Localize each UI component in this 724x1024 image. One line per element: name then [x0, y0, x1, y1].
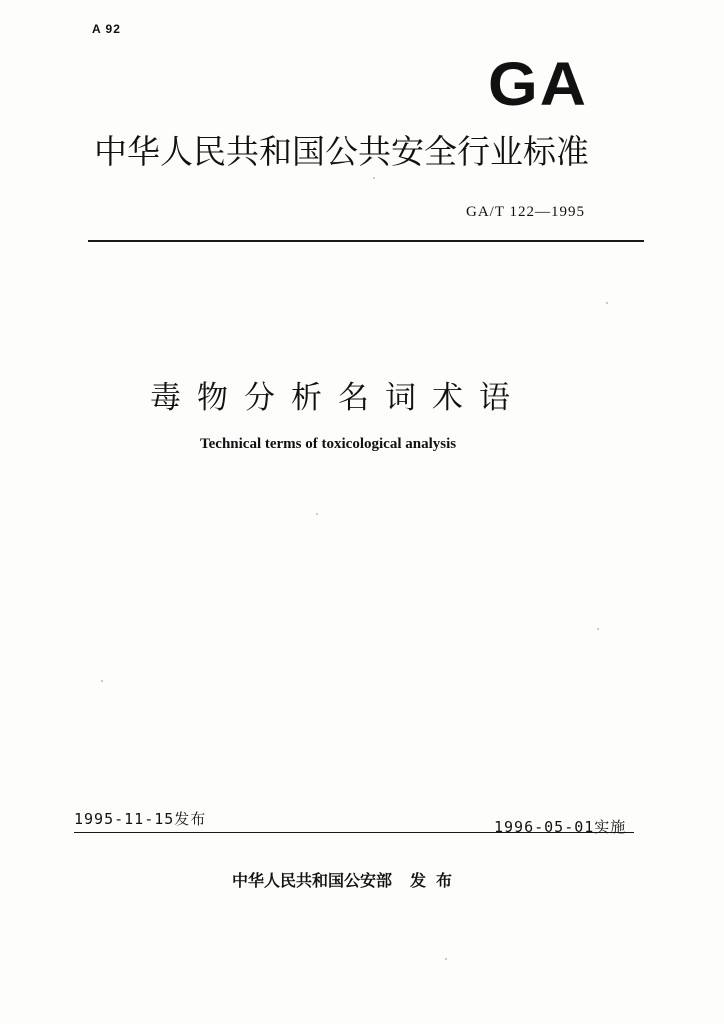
header-divider	[88, 240, 644, 242]
scan-speck	[606, 302, 608, 304]
issuing-authority	[232, 868, 462, 891]
issue-verb: 发布	[410, 871, 463, 890]
scan-speck	[101, 680, 103, 682]
document-title-english: Technical terms of toxicological analysis	[200, 436, 457, 452]
classification-code: A 92	[92, 22, 121, 36]
footer-divider	[74, 832, 634, 833]
issuer-name: 中华人民共和国公安部	[232, 871, 393, 890]
document-title-chinese: 毒物分析名词术语	[150, 380, 526, 416]
scan-speck	[373, 177, 375, 179]
issue-date: 1995-11-15发布	[74, 810, 207, 828]
scan-speck	[316, 513, 318, 515]
standard-category-title: 中华人民共和国公共安全行业标准	[94, 132, 589, 171]
implementation-date: 1996-05-01实施	[494, 818, 627, 836]
standard-number: GA/T 122—1995	[466, 204, 585, 220]
scan-speck	[445, 958, 447, 960]
scan-speck	[597, 628, 599, 630]
ga-logo: GA	[488, 49, 588, 119]
